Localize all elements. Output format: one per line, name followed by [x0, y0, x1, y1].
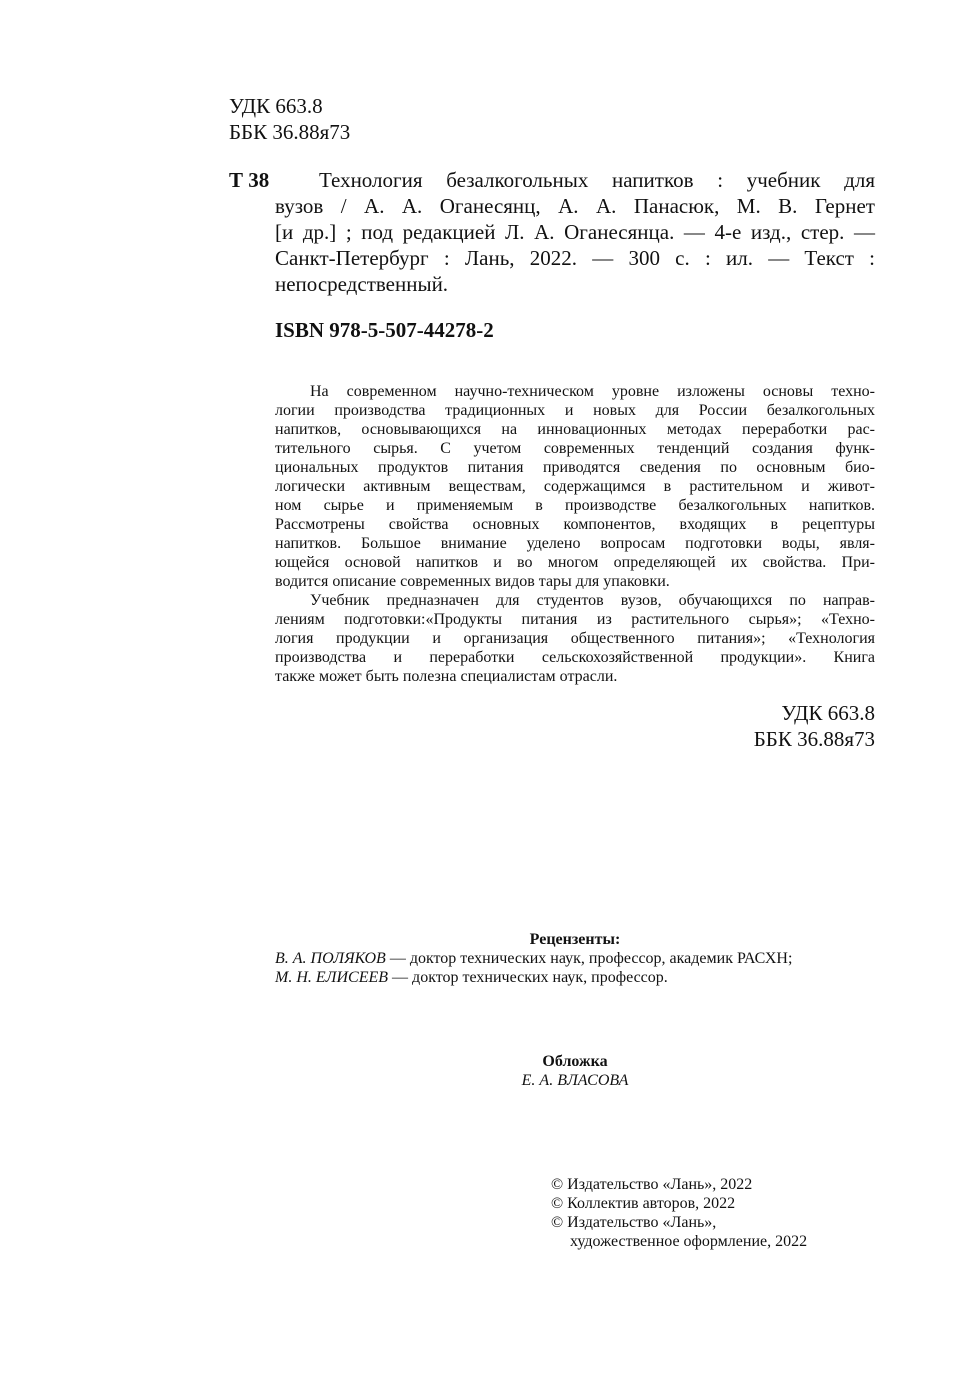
annotation-line: производства и переработки сельскохозяйственной продукции». Книга — [275, 649, 875, 666]
description-line: Санкт-Петербург : Лань, 2022. — 300 с. : ил. — Текст : — [275, 246, 875, 270]
description-line: [и др.] ; под редакцией Л. А. Оганесянца. — 4-е изд., стер. — — [275, 220, 875, 244]
copyright-line: © Издательство «Лань», — [551, 1214, 717, 1231]
annotation-line: также может быть полезна специалистам отрасли. — [275, 668, 618, 685]
reviewers — [275, 930, 875, 987]
cover-credit — [275, 1052, 875, 1090]
annotation-line: Рассмотрены свойства основных компонентов, входящих в рецептуры — [275, 516, 875, 533]
annotation-line: водится описание современных видов тары для упаковки. — [275, 573, 670, 590]
cover-designer: Е. А. ВЛАСОВА — [521, 1072, 629, 1089]
annotation-line: логически активным веществам, содержащимся в растительном и живот- — [275, 478, 875, 495]
reviewer-description: — доктор технических наук, профессор. — [388, 969, 668, 986]
bbk-code: ББК 36.88я73 — [229, 120, 351, 144]
description-line: Технология безалкогольных напитков : учебник для — [319, 168, 875, 192]
annotation-line: ном сырье и применяемым в производстве безалкогольных напитков. — [275, 497, 875, 514]
annotation-line: На современном научно-техническом уровне изложены основы техно- — [310, 383, 875, 400]
author-mark: Т 38 — [229, 168, 270, 192]
annotation-line: напитков. Большое внимание уделено вопросам подготовки воды, явля- — [275, 535, 875, 552]
udk-code: УДК 663.8 — [781, 701, 875, 725]
reviewer — [275, 949, 875, 968]
annotation-line: ющейся основой напитков и во многом определяющей их свойства. При- — [275, 554, 875, 571]
annotation-line: логия продукции и организация общественного питания»; «Технология — [275, 630, 875, 647]
annotation-line: напитков, основывающихся на инновационных методах переработки рас- — [275, 421, 875, 438]
annotation-line: Учебник предназначен для студентов вузов, обучающихся по направ- — [310, 592, 875, 609]
description-line: непосредственный. — [275, 272, 449, 296]
bibliographic-description — [275, 167, 875, 297]
annotation-line: логии производства традиционных и новых для России безалкогольных — [275, 402, 875, 419]
udk-bbk-bottom — [575, 700, 875, 752]
reviewer-description: — доктор технических наук, профессор, академик РАСХН; — [385, 950, 793, 967]
reviewer-name: М. Н. ЕЛИСЕЕВ — [275, 969, 389, 986]
annotation-line: тительного сырья. С учетом современных тенденций создания функ- — [275, 440, 875, 457]
cover-heading: Обложка — [542, 1053, 608, 1070]
annotation — [275, 382, 875, 686]
udk-bbk-top — [229, 93, 350, 145]
bbk-code: ББК 36.88я73 — [753, 727, 875, 751]
reviewer — [275, 968, 875, 987]
reviewer-name: В. А. ПОЛЯКОВ — [275, 950, 386, 967]
copyright-block — [551, 1175, 871, 1251]
annotation-line: лениям подготовки:«Продукты питания из растительного сырья»; «Техно- — [275, 611, 875, 628]
annotation-line: циональных продуктов питания приводятся сведения по основным био- — [275, 459, 875, 476]
description-line: вузов / А. А. Оганесянц, А. А. Панасюк, М. В. Гернет — [275, 194, 875, 218]
copyright-line: © Коллектив авторов, 2022 — [551, 1195, 736, 1212]
udk-code: УДК 663.8 — [229, 94, 323, 118]
copyright-line: художественное оформление, 2022 — [570, 1233, 808, 1250]
reviewers-heading: Рецензенты: — [529, 931, 621, 948]
isbn: ISBN 978-5-507-44278-2 — [275, 318, 494, 342]
copyright-line: © Издательство «Лань», 2022 — [551, 1176, 753, 1193]
